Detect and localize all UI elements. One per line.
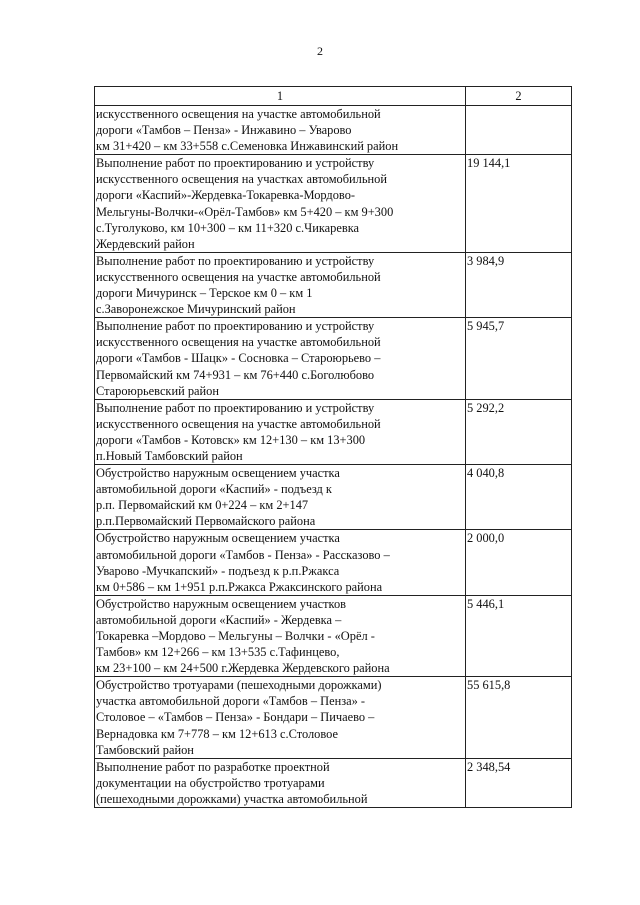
work-description-line: Обустройство наружным освещением участка [96, 466, 340, 481]
amount-cell: 2 348,54 [466, 758, 572, 807]
amount-cell: 2 000,0 [466, 530, 572, 595]
amount-cell: 4 040,8 [466, 465, 572, 530]
work-description-line: Первомайский км 74+931 – км 76+440 с.Боголюбово [96, 367, 375, 382]
work-description-line: Токаревка –Мордово – Мельгуны – Волчки - «Орёл - [96, 629, 375, 643]
table-row [95, 252, 572, 317]
amount-cell: 55 615,8 [466, 677, 572, 758]
work-description-line: р.п.Первомайский Первомайского района [96, 514, 316, 529]
table-row [95, 530, 572, 595]
work-description-cell [95, 155, 466, 253]
work-description-line: р.п. Первомайский км 0+224 – км 2+147 [96, 498, 309, 513]
work-description-line: Обустройство тротуарами (пешеходными дорожками) [96, 678, 382, 693]
work-description-cell [95, 465, 466, 530]
work-description-line: Уварово -Мучкапский» - подъезд к р.п.Ржакса [96, 563, 340, 578]
table-row [95, 595, 572, 676]
work-description-cell [95, 318, 466, 399]
work-description-line: с.Туголуково, км 10+300 – км 11+320 с.Чикаревка [96, 220, 360, 235]
work-description-line: с.Заворонежское Мичуринский район [96, 302, 296, 317]
amount-cell: 3 984,9 [466, 252, 572, 317]
work-description-line: дороги Мичуринск – Терское км 0 – км 1 [96, 286, 313, 301]
page-number: 2 [317, 44, 323, 58]
work-description-line: Выполнение работ по разработке проектной [96, 759, 330, 774]
work-description-line: искусственного освещения на участке автомобильной [96, 107, 381, 121]
work-description-line: автомобильной дороги «Каспий» - подъезд к [96, 482, 332, 497]
table-body [95, 106, 572, 808]
work-description-line: п.Новый Тамбовский район [96, 448, 243, 463]
table-row [95, 465, 572, 530]
table-row [95, 677, 572, 758]
work-description-cell [95, 758, 466, 807]
column-header-amount: 2 [466, 87, 572, 106]
table-row [95, 318, 572, 399]
work-description-line: км 23+100 – км 24+500 г.Жердевка Жердевского района [96, 661, 390, 676]
work-description-line: дороги «Тамбов - Шацк» - Сосновка – Староюрьево – [96, 351, 381, 366]
work-description-line: дороги «Тамбов – Пенза» - Инжавино – Уварово [96, 123, 352, 138]
work-description-line: участка автомобильной дороги «Тамбов – Пенза» - [96, 694, 366, 709]
works-table [94, 86, 572, 808]
work-description-line: Мельгуны-Волчки-«Орёл-Тамбов» км 5+420 – км 9+300 [96, 204, 394, 219]
table-row [95, 399, 572, 464]
work-description-line: Столовое – «Тамбов – Пенза» - Бондари – Пичаево – [96, 710, 375, 725]
work-description-line: Тамбовский район [96, 742, 194, 757]
work-description-line: км 31+420 – км 33+558 с.Семеновка Инжавинский район [96, 139, 399, 154]
work-description-cell [95, 399, 466, 464]
work-description-line: Выполнение работ по проектированию и устройству [96, 319, 375, 334]
amount-cell: 5 945,7 [466, 318, 572, 399]
work-description-cell [95, 252, 466, 317]
work-description-cell [95, 595, 466, 676]
work-description-line: искусственного освещения на участке автомобильной [96, 269, 381, 284]
column-header-description: 1 [95, 87, 466, 106]
work-description-cell [95, 106, 466, 155]
work-description-line: Выполнение работ по проектированию и устройству [96, 156, 375, 171]
amount-cell: 19 144,1 [466, 155, 572, 253]
work-description-line: (пешеходными дорожками) участка автомобильной [96, 791, 368, 806]
work-description-line: км 0+586 – км 1+951 р.п.Ржакса Ржаксинского района [96, 579, 383, 594]
work-description-line: автомобильной дороги «Тамбов - Пенза» - Рассказово – [96, 547, 390, 562]
table-row [95, 155, 572, 253]
amount-cell: 5 446,1 [466, 595, 572, 676]
table-row [95, 106, 572, 155]
work-description-line: Выполнение работ по проектированию и устройству [96, 253, 375, 268]
work-description-line: дороги «Каспий»-Жердевка-Токаревка-Мордово- [96, 188, 356, 203]
work-description-line: Обустройство наружным освещением участков [96, 596, 346, 611]
work-description-line: искусственного освещения на участках автомобильной [96, 172, 387, 187]
work-description-line: Староюрьевский район [96, 383, 219, 398]
amount-cell [466, 106, 572, 155]
work-description-line: автомобильной дороги «Каспий» - Жердевка – [96, 612, 342, 627]
work-description-cell [95, 677, 466, 758]
work-description-line: Обустройство наружным освещением участка [96, 531, 340, 546]
amount-cell: 5 292,2 [466, 399, 572, 464]
work-description-cell [95, 530, 466, 595]
work-description-line: искусственного освещения на участке автомобильной [96, 335, 381, 350]
table-header-row [95, 87, 572, 106]
work-description-line: искусственного освещения на участке автомобильной [96, 416, 381, 431]
table-row [95, 758, 572, 807]
work-description-line: Вернадовка км 7+778 – км 12+613 с.Столовое [96, 726, 338, 741]
work-description-line: документации на обустройство тротуарами [96, 775, 325, 790]
work-description-line: Выполнение работ по проектированию и устройству [96, 400, 375, 415]
work-description-line: Жердевский район [96, 236, 195, 251]
work-description-line: дороги «Тамбов - Котовск» км 12+130 – км 13+300 [96, 432, 366, 447]
work-description-line: Тамбов» км 12+266 – км 13+535 с.Тафинцево, [96, 645, 340, 660]
